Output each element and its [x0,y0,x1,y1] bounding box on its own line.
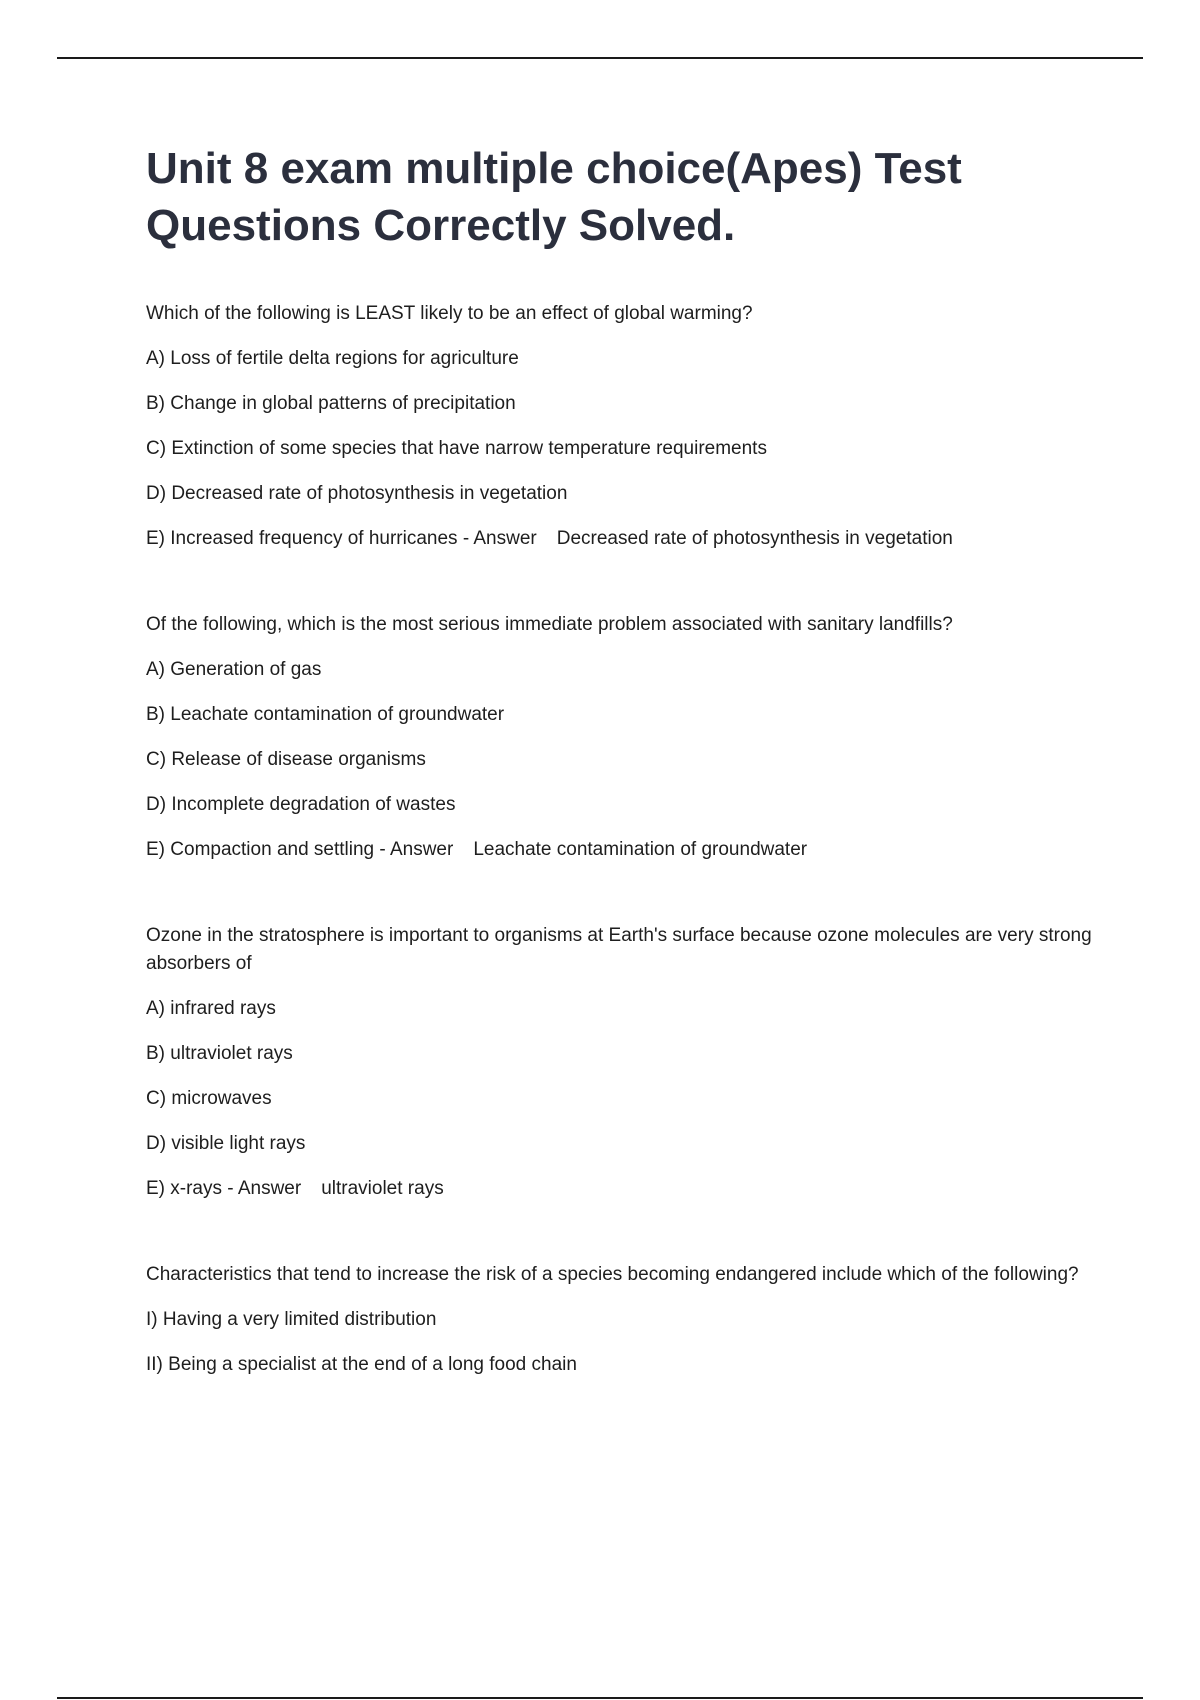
answer-option: C) Extinction of some species that have narrow temperature requirements [146,438,767,459]
answer-option: B) ultraviolet rays [146,1043,293,1064]
question-text: Ozone in the stratosphere is important to organisms at Earth's surface because ozone molecules are very strong absorbers of [146,925,1092,974]
answer-option: C) microwaves [146,1088,272,1109]
question-text: Characteristics that tend to increase the risk of a species becoming endangered include which of the following? [146,1264,1079,1285]
correct-answer: Leachate contamination of groundwater [473,839,808,860]
top-rule [57,57,1143,59]
document-content [146,140,1096,1379]
answer-option: A) Loss of fertile delta regions for agriculture [146,348,519,369]
answer-option: B) Change in global patterns of precipitation [146,393,516,414]
correct-answer: Decreased rate of photosynthesis in vegetation [556,528,953,549]
answer-option-with-answer [146,525,1096,553]
question-text: Of the following, which is the most serious immediate problem associated with sanitary landfills? [146,614,953,635]
correct-answer: ultraviolet rays [321,1178,444,1199]
question-block-1 [146,300,1096,553]
question-block-4 [146,1261,1096,1379]
answer-option: D) Decreased rate of photosynthesis in vegetation [146,483,568,504]
answer-option: E) x-rays - Answer [146,1178,302,1199]
answer-option: E) Increased frequency of hurricanes - Answer [146,528,537,549]
answer-option: D) visible light rays [146,1133,306,1154]
answer-option: E) Compaction and settling - Answer [146,839,454,860]
answer-option: I) Having a very limited distribution [146,1309,437,1330]
question-block-3 [146,922,1096,1203]
answer-option: B) Leachate contamination of groundwater [146,704,505,725]
document-title: Unit 8 exam multiple choice(Apes) Test Questions Correctly Solved. [146,144,962,250]
answer-option-with-answer [146,1175,1096,1203]
question-block-2 [146,611,1096,864]
answer-option: A) Generation of gas [146,659,322,680]
question-text: Which of the following is LEAST likely to be an effect of global warming? [146,303,753,324]
answer-option: C) Release of disease organisms [146,749,426,770]
answer-option: II) Being a specialist at the end of a long food chain [146,1354,577,1375]
bottom-rule [57,1697,1143,1699]
answer-option-with-answer [146,836,1096,864]
answer-option: A) infrared rays [146,998,276,1019]
answer-option: D) Incomplete degradation of wastes [146,794,456,815]
